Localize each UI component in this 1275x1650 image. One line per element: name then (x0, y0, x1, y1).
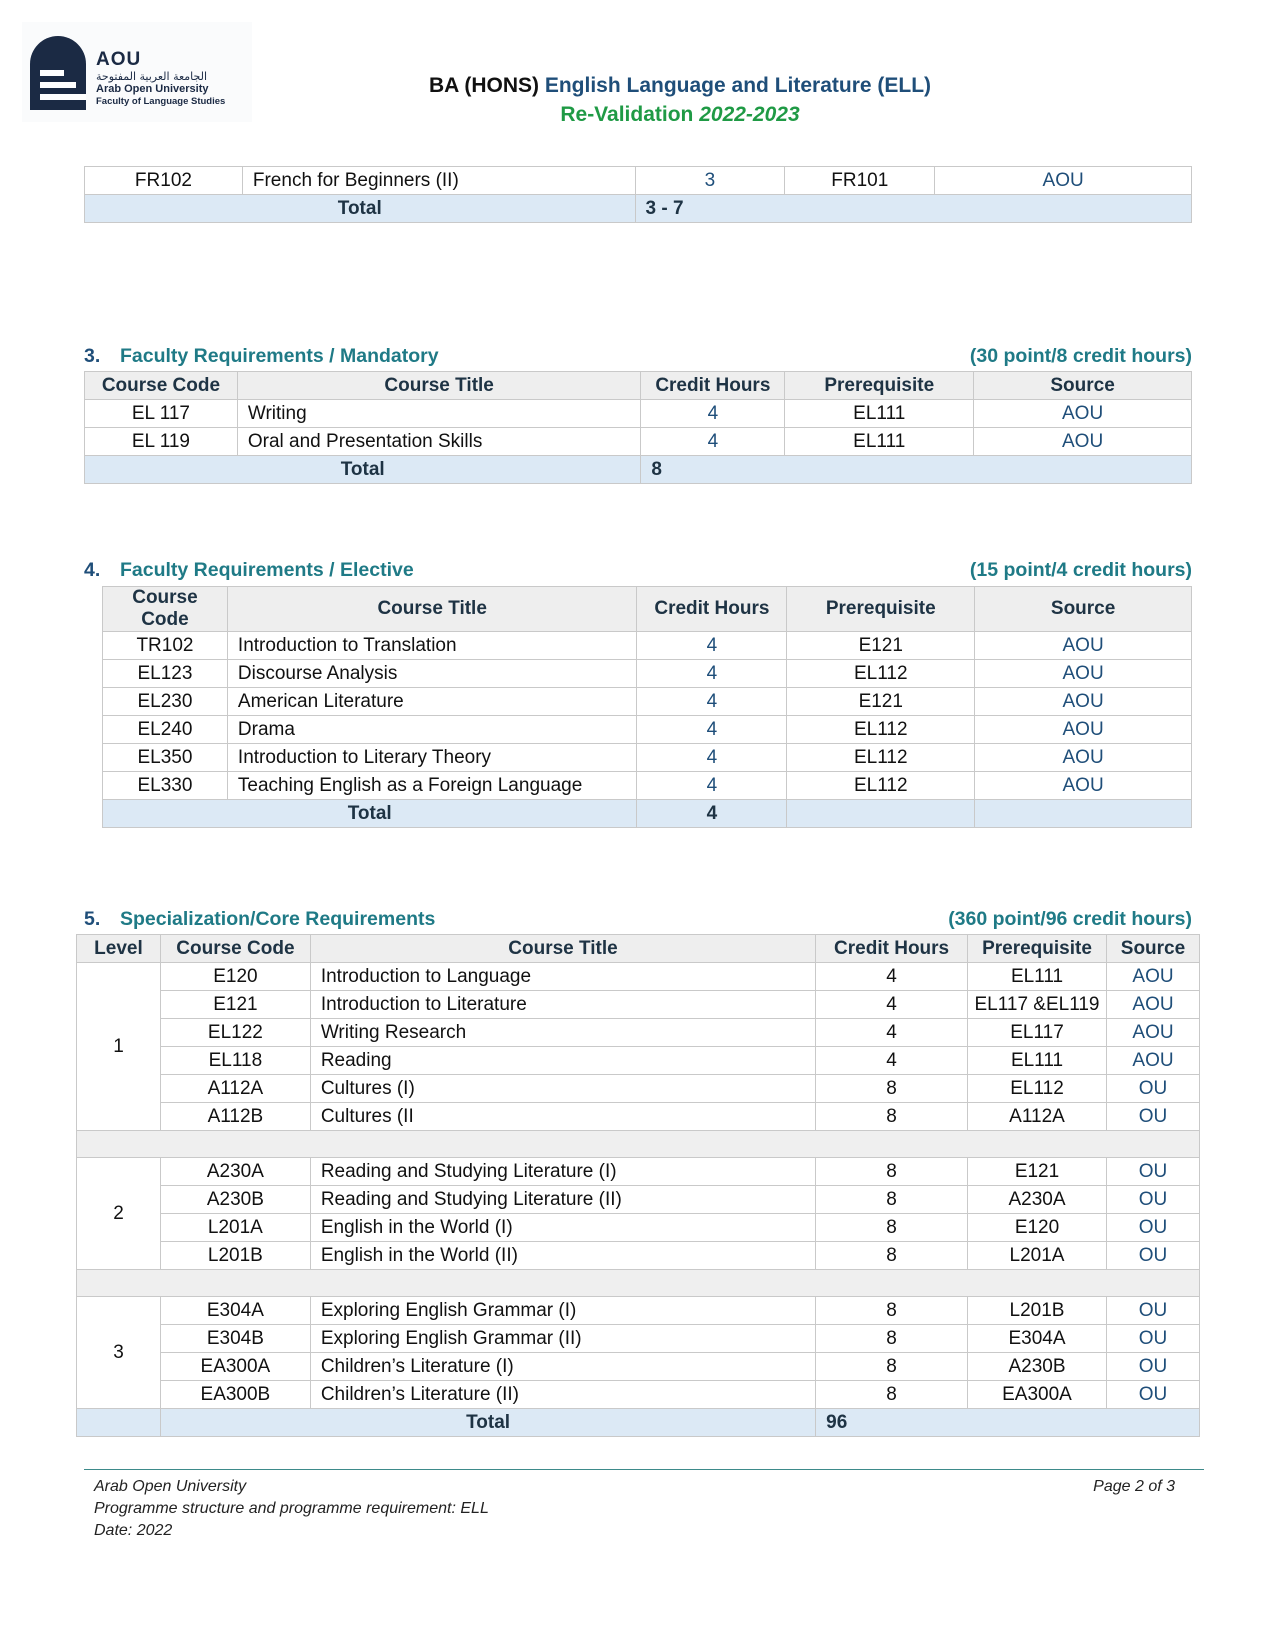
footer-info (94, 1476, 489, 1542)
prerequisite: FR101 (785, 167, 935, 195)
source: AOU (975, 688, 1192, 716)
source: AOU (975, 744, 1192, 772)
logo-name: Arab Open University (96, 83, 209, 95)
column-header: Credit Hours (816, 935, 968, 963)
prerequisite: EL117 &EL119 (968, 991, 1107, 1019)
course-code: FR102 (85, 167, 243, 195)
section-5-heading: 5. Specialization/Core Requirements (84, 908, 436, 930)
table-row (85, 400, 1192, 428)
total-value: 96 (816, 1409, 1200, 1437)
course-title: Writing Research (310, 1019, 815, 1047)
course-code: L201B (160, 1242, 310, 1270)
column-header: Course Code (160, 935, 310, 963)
course-title: English in the World (I) (310, 1214, 815, 1242)
prerequisite: EA300A (968, 1381, 1107, 1409)
level-cell: 1 (77, 963, 161, 1131)
column-header: Prerequisite (968, 935, 1107, 963)
logo-mark-icon (30, 36, 86, 110)
table-row (103, 660, 1192, 688)
credit-hours: 4 (641, 400, 785, 428)
course-title: Exploring English Grammar (I) (310, 1297, 815, 1325)
course-title: Children’s Literature (II) (310, 1381, 815, 1409)
course-code: EL240 (103, 716, 228, 744)
credit-hours: 4 (637, 716, 787, 744)
course-code: A230B (160, 1186, 310, 1214)
prerequisite: A230B (968, 1353, 1107, 1381)
credit-hours: 4 (637, 688, 787, 716)
table-row (77, 963, 1200, 991)
course-title: Introduction to Translation (227, 632, 637, 660)
section-5-points: (360 point/96 credit hours) (948, 908, 1192, 930)
header-row (103, 587, 1192, 632)
course-title: Cultures (I) (310, 1075, 815, 1103)
course-code: A230A (160, 1158, 310, 1186)
course-code: EL 117 (85, 400, 238, 428)
source: AOU (1106, 1047, 1199, 1075)
prerequisite: EL111 (785, 400, 974, 428)
table-row (103, 772, 1192, 800)
credit-hours: 8 (816, 1297, 968, 1325)
column-header: Credit Hours (637, 587, 787, 632)
university-logo (22, 22, 252, 122)
page-number: Page 2 of 3 (1093, 1478, 1175, 1495)
credit-hours: 4 (637, 772, 787, 800)
prerequisite: E121 (787, 632, 975, 660)
total-row (85, 456, 1192, 484)
course-title: Reading and Studying Literature (I) (310, 1158, 815, 1186)
section-4-points: (15 point/4 credit hours) (969, 559, 1192, 581)
source: AOU (974, 428, 1192, 456)
course-code: EL 119 (85, 428, 238, 456)
total-row (77, 1409, 1200, 1437)
total-label: Total (85, 195, 636, 223)
table-row (77, 1075, 1200, 1103)
credit-hours: 4 (816, 1019, 968, 1047)
level-cell: 2 (77, 1158, 161, 1270)
footer-org: Arab Open University (94, 1478, 247, 1495)
credit-hours: 8 (816, 1103, 968, 1131)
course-title: English in the World (II) (310, 1242, 815, 1270)
total-value: 3 - 7 (635, 195, 1192, 223)
prerequisite: EL111 (968, 963, 1107, 991)
total-row (103, 800, 1192, 828)
table-row (85, 167, 1192, 195)
source: AOU (1106, 963, 1199, 991)
credit-hours: 8 (816, 1214, 968, 1242)
section-5-table (76, 934, 1200, 1437)
table-row (77, 1158, 1200, 1186)
table-row (77, 1214, 1200, 1242)
prerequisite: E304A (968, 1325, 1107, 1353)
logo-faculty: Faculty of Language Studies (96, 96, 226, 107)
source: AOU (975, 716, 1192, 744)
source: AOU (975, 772, 1192, 800)
column-header: Course Title (227, 587, 637, 632)
prerequisite: EL112 (968, 1075, 1107, 1103)
header-row (85, 372, 1192, 400)
source: AOU (975, 632, 1192, 660)
prerequisite: EL111 (785, 428, 974, 456)
table-row (103, 632, 1192, 660)
prerequisite: E121 (787, 688, 975, 716)
prerequisite: A112A (968, 1103, 1107, 1131)
course-code: A112A (160, 1075, 310, 1103)
prerequisite: A230A (968, 1186, 1107, 1214)
table-row (77, 1325, 1200, 1353)
credit-hours: 4 (637, 744, 787, 772)
level-separator (77, 1270, 1200, 1297)
level-separator (77, 1131, 1200, 1158)
course-code: EL118 (160, 1047, 310, 1075)
course-title: Writing (237, 400, 641, 428)
table-row (103, 716, 1192, 744)
course-title: Children’s Literature (I) (310, 1353, 815, 1381)
column-header: Level (77, 935, 161, 963)
course-title: Discourse Analysis (227, 660, 637, 688)
footer-divider (84, 1469, 1204, 1470)
source: OU (1106, 1103, 1199, 1131)
table-row (77, 1242, 1200, 1270)
table-row (77, 991, 1200, 1019)
footer-date: Date: 2022 (94, 1522, 173, 1539)
course-code: EL230 (103, 688, 228, 716)
course-code: TR102 (103, 632, 228, 660)
credit-hours: 8 (816, 1075, 968, 1103)
source: OU (1106, 1242, 1199, 1270)
course-title: French for Beginners (II) (242, 167, 635, 195)
credit-hours: 8 (816, 1325, 968, 1353)
course-code: E121 (160, 991, 310, 1019)
table-row (77, 1353, 1200, 1381)
total-label: Total (103, 800, 637, 828)
column-header: Course Title (237, 372, 641, 400)
course-code: E120 (160, 963, 310, 991)
prerequisite: EL112 (787, 772, 975, 800)
source: AOU (974, 400, 1192, 428)
prerequisite: E121 (968, 1158, 1107, 1186)
source: OU (1106, 1325, 1199, 1353)
source: OU (1106, 1158, 1199, 1186)
source: OU (1106, 1381, 1199, 1409)
credit-hours: 8 (816, 1353, 968, 1381)
table-row (77, 1047, 1200, 1075)
total-value: 8 (641, 456, 1192, 484)
column-header: Course Code (85, 372, 238, 400)
table-row (77, 1019, 1200, 1047)
course-title: Introduction to Literature (310, 991, 815, 1019)
prerequisite: EL111 (968, 1047, 1107, 1075)
doc-subtitle: Re-Validation 2022-2023 (560, 103, 800, 126)
total-label: Total (160, 1409, 815, 1437)
prerequisite: EL117 (968, 1019, 1107, 1047)
course-title: Introduction to Literary Theory (227, 744, 637, 772)
total-row (85, 195, 1192, 223)
course-code: A112B (160, 1103, 310, 1131)
source: AOU (1106, 1019, 1199, 1047)
course-title: Reading and Studying Literature (II) (310, 1186, 815, 1214)
section-3-table (84, 371, 1192, 484)
prerequisite: L201B (968, 1297, 1107, 1325)
source: AOU (975, 660, 1192, 688)
footer-doc: Programme structure and programme requirement: ELL (94, 1500, 489, 1517)
doc-title: BA (HONS) English Language and Literature (ELL) (428, 74, 932, 97)
source: OU (1106, 1214, 1199, 1242)
credit-hours: 8 (816, 1186, 968, 1214)
credit-hours: 8 (816, 1242, 968, 1270)
prerequisite: E120 (968, 1214, 1107, 1242)
section-4-table (102, 586, 1192, 828)
prerequisite: EL112 (787, 716, 975, 744)
credit-hours: 4 (816, 1047, 968, 1075)
table-row (77, 1186, 1200, 1214)
column-header: Prerequisite (785, 372, 974, 400)
course-code: EL350 (103, 744, 228, 772)
column-header: Source (975, 587, 1192, 632)
credit-hours: 3 (635, 167, 785, 195)
column-header: Credit Hours (641, 372, 785, 400)
table-row (77, 1103, 1200, 1131)
course-code: EL123 (103, 660, 228, 688)
course-title: Introduction to Language (310, 963, 815, 991)
course-code: E304A (160, 1297, 310, 1325)
course-code: L201A (160, 1214, 310, 1242)
course-code: EA300B (160, 1381, 310, 1409)
source: AOU (1106, 991, 1199, 1019)
table-row (103, 688, 1192, 716)
prerequisite: EL112 (787, 660, 975, 688)
course-title: Drama (227, 716, 637, 744)
table-row (77, 1297, 1200, 1325)
course-code: E304B (160, 1325, 310, 1353)
credit-hours: 4 (816, 963, 968, 991)
column-header: Prerequisite (787, 587, 975, 632)
course-code: EA300A (160, 1353, 310, 1381)
course-title: Reading (310, 1047, 815, 1075)
course-code: EL330 (103, 772, 228, 800)
continuation-table (84, 166, 1192, 223)
section-3-points: (30 point/8 credit hours) (969, 345, 1192, 367)
credit-hours: 4 (816, 991, 968, 1019)
column-header: Source (974, 372, 1192, 400)
table-row (77, 1381, 1200, 1409)
prerequisite: L201A (968, 1242, 1107, 1270)
column-header: Source (1106, 935, 1199, 963)
source: OU (1106, 1075, 1199, 1103)
column-header: Course Code (103, 587, 228, 632)
course-title: Cultures (II (310, 1103, 815, 1131)
source: OU (1106, 1186, 1199, 1214)
column-header: Course Title (310, 935, 815, 963)
credit-hours: 8 (816, 1381, 968, 1409)
credit-hours: 8 (816, 1158, 968, 1186)
table-row (85, 428, 1192, 456)
logo-abbr: AOU (96, 49, 142, 70)
source: OU (1106, 1353, 1199, 1381)
course-code: EL122 (160, 1019, 310, 1047)
course-title: Exploring English Grammar (II) (310, 1325, 815, 1353)
table-row (103, 744, 1192, 772)
header-row (77, 935, 1200, 963)
total-value: 4 (637, 800, 787, 828)
logo-arabic-name: الجامعة العربية المفتوحة (96, 70, 208, 83)
section-4-heading: 4. Faculty Requirements / Elective (84, 559, 414, 581)
course-title: Teaching English as a Foreign Language (227, 772, 637, 800)
credit-hours: 4 (641, 428, 785, 456)
section-3-heading: 3. Faculty Requirements / Mandatory (84, 345, 439, 367)
course-title: American Literature (227, 688, 637, 716)
source: AOU (935, 167, 1192, 195)
level-cell: 3 (77, 1297, 161, 1409)
credit-hours: 4 (637, 660, 787, 688)
prerequisite: EL112 (787, 744, 975, 772)
credit-hours: 4 (637, 632, 787, 660)
total-label: Total (85, 456, 641, 484)
course-title: Oral and Presentation Skills (237, 428, 641, 456)
source: OU (1106, 1297, 1199, 1325)
